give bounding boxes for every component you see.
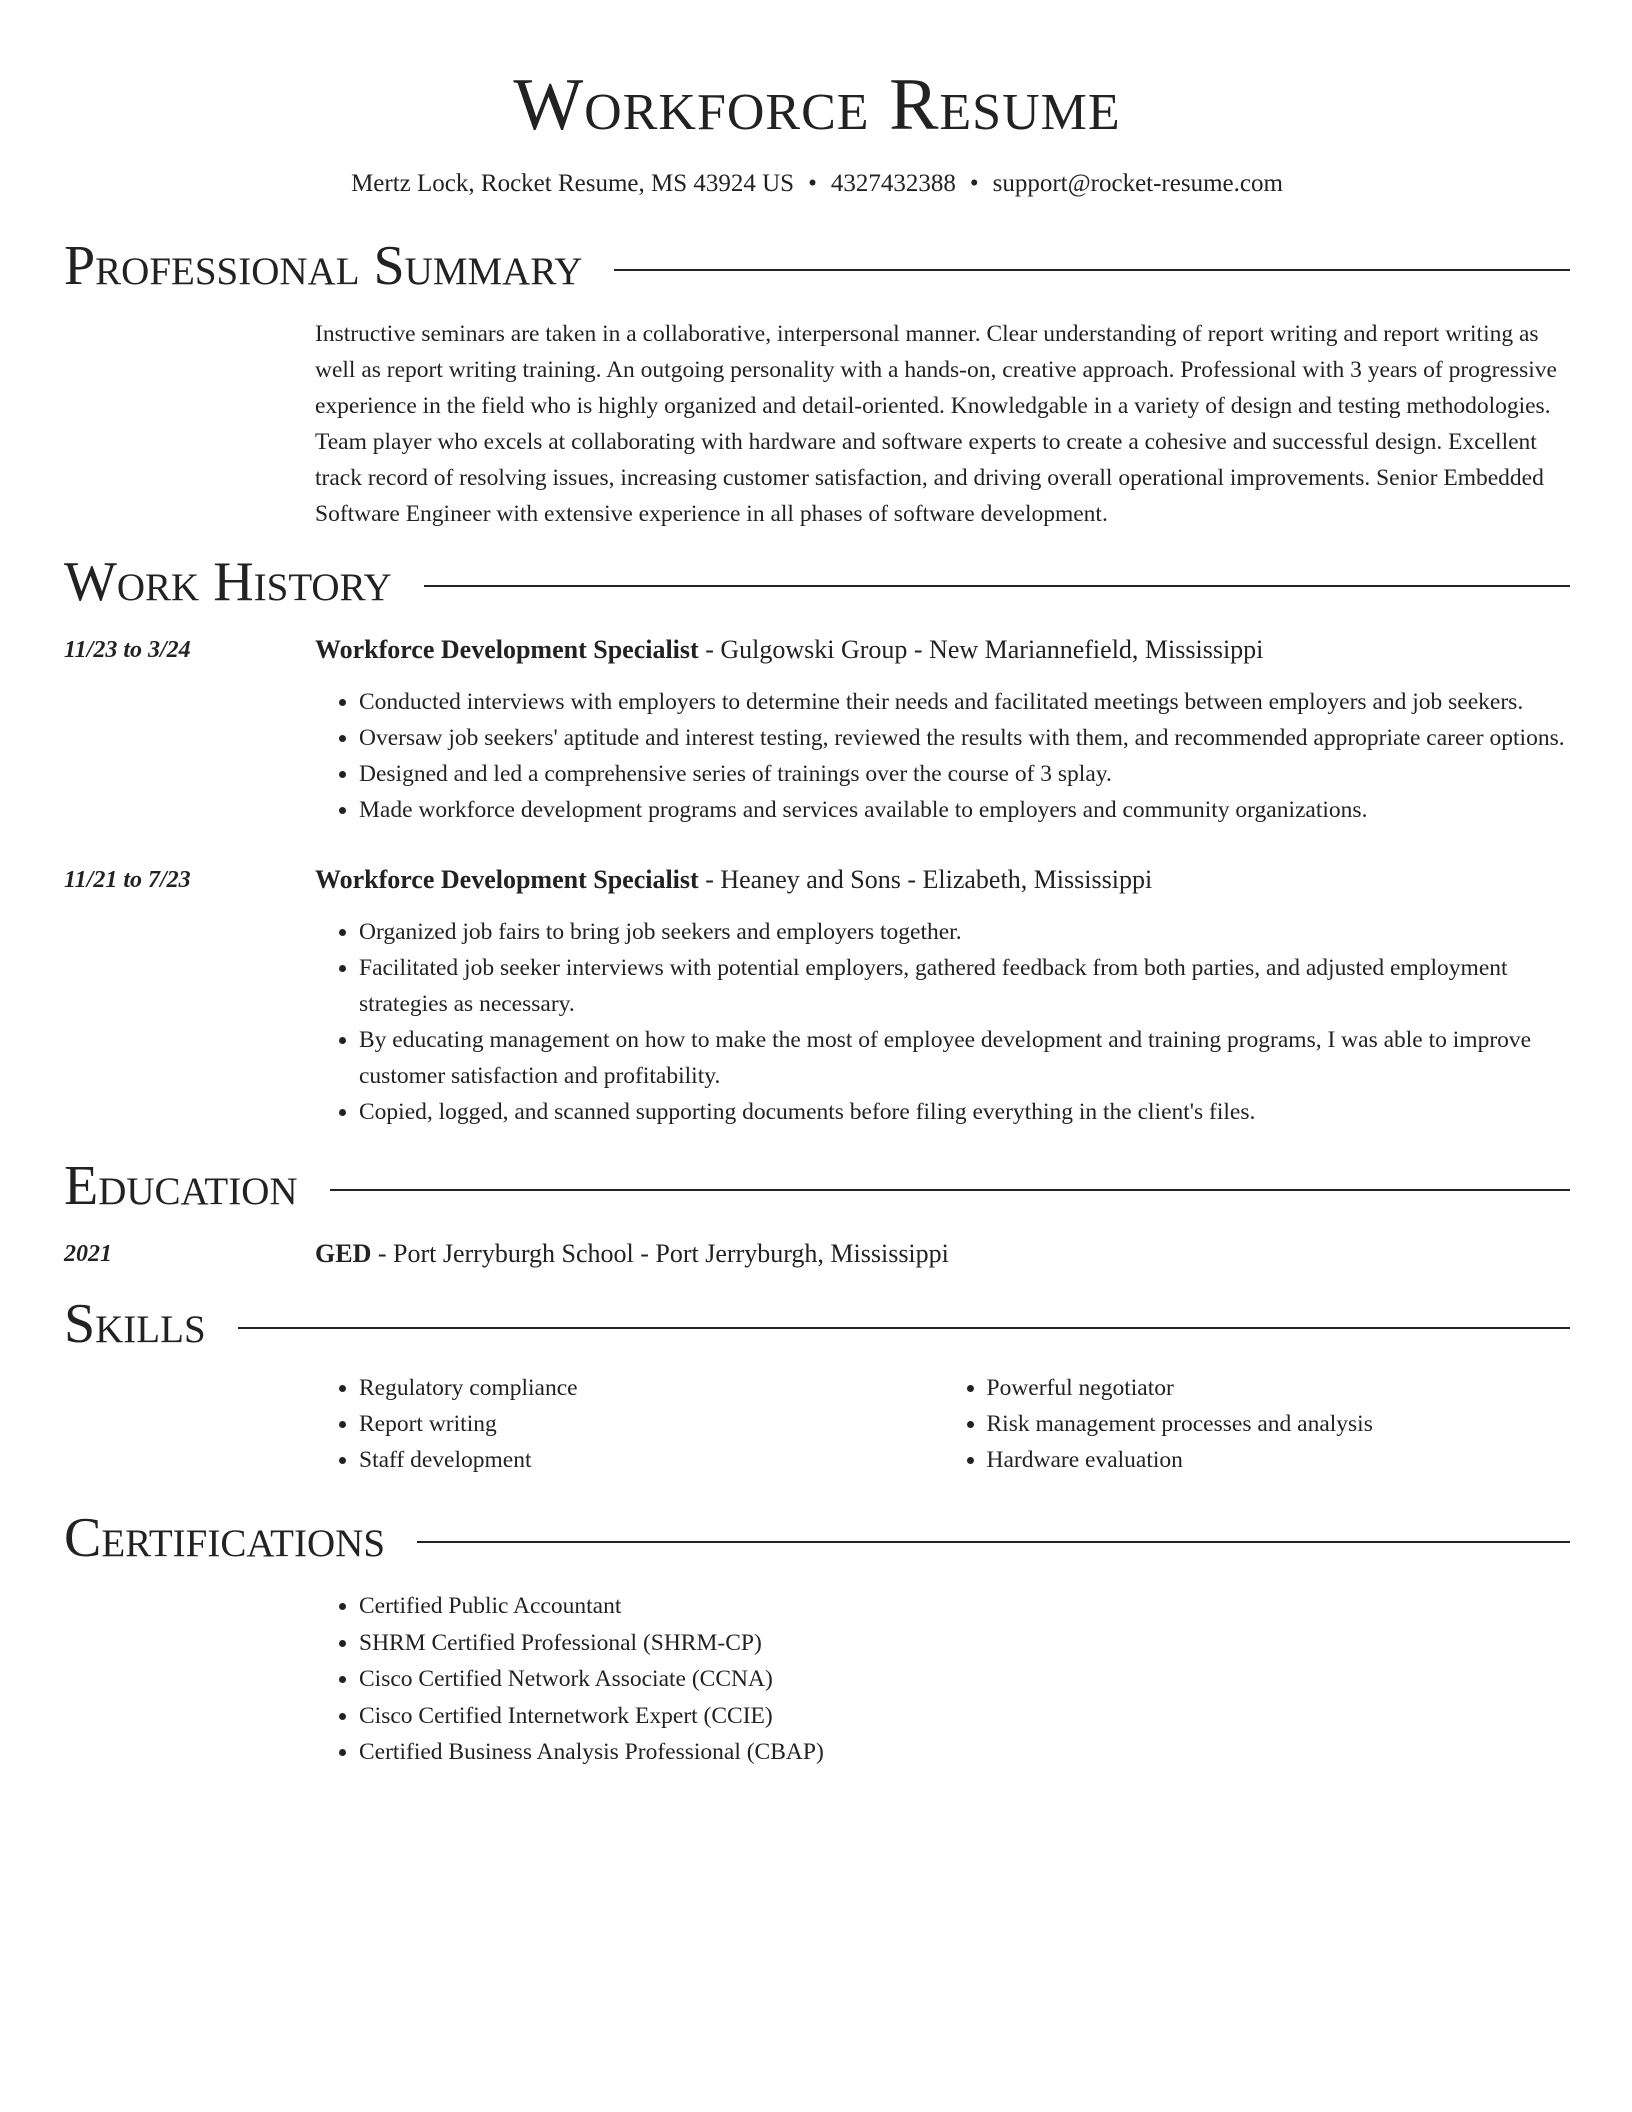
job-title-line <box>315 632 1570 668</box>
certifications-list <box>315 1588 1570 1771</box>
skills-column-left <box>315 1370 943 1478</box>
skill-item: • Regulatory compliance <box>359 1370 943 1406</box>
certification-item: • Certified Business Analysis Professional (CBAP) <box>359 1734 1570 1771</box>
job-body <box>315 632 1570 828</box>
job-bullet: • Organized job fairs to bring job seekers and employers together. <box>359 914 1570 950</box>
skills-list <box>315 1370 1570 1478</box>
section-title-education: Education <box>64 1155 298 1217</box>
education-entry <box>64 1236 1570 1272</box>
section-title-certifications: Certifications <box>64 1507 386 1569</box>
job-entry <box>64 862 1570 1130</box>
contact-address: Mertz Lock, Rocket Resume, MS 43924 US <box>351 170 795 197</box>
certification-item: • Certified Public Accountant <box>359 1588 1570 1625</box>
contact-separator: • <box>808 170 817 197</box>
section-title-work-history: Work History <box>64 551 392 613</box>
skill-item: • Hardware evaluation <box>987 1442 1571 1478</box>
section-divider <box>424 585 1570 587</box>
section-divider <box>330 1189 1570 1191</box>
section-header-skills <box>64 1292 1570 1356</box>
certification-item: • Cisco Certified Internetwork Expert (CCIE) <box>359 1698 1570 1735</box>
education-line <box>315 1236 1570 1272</box>
job-entry <box>64 632 1570 828</box>
job-title: Workforce Development Specialist <box>315 865 699 894</box>
skill-item: • Risk management processes and analysis <box>987 1406 1571 1442</box>
job-body <box>315 862 1570 1130</box>
job-bullet: • Facilitated job seeker interviews with potential employers, gathered feedback from both parties, and adjusted employment strategies as necessary. <box>359 950 1570 1022</box>
skill-item: • Powerful negotiator <box>987 1370 1571 1406</box>
job-employer: - Gulgowski Group - New Mariannefield, Mississippi <box>698 635 1264 664</box>
job-dates: 11/23 to 3/24 <box>64 637 191 663</box>
certification-item: • Cisco Certified Network Associate (CCNA) <box>359 1661 1570 1698</box>
job-bullet: • Designed and led a comprehensive series of trainings over the course of 3 splay. <box>359 756 1570 792</box>
section-divider <box>238 1327 1570 1329</box>
certification-item: • SHRM Certified Professional (SHRM-CP) <box>359 1625 1570 1662</box>
resume-page <box>64 0 1570 1771</box>
education-degree: GED <box>315 1239 372 1268</box>
summary-text: Instructive seminars are taken in a collaborative, interpersonal manner. Clear understanding of report writing and report writing as well as report writing training. An outgoing personality with a hands-on, creative approach. Professional with 3 years of progressive experience in the field who is highly organized and detail-oriented. Knowledgable in a variety of design and testing methodologies. Team player who excels at collaborating with hardware and software experts to create a cohesive and successful design. Excellent track record of resolving issues, increasing customer satisfaction, and driving overall operational improvements. Senior Embedded Software Engineer with extensive experience in all phases of software development. <box>315 321 1557 527</box>
skill-item: • Staff development <box>359 1442 943 1478</box>
job-bullet: • Conducted interviews with employers to determine their needs and facilitated meetings between employers and job seekers. <box>359 684 1570 720</box>
job-bullet: • Made workforce development programs and services available to employers and community organizations. <box>359 792 1570 828</box>
education-school: - Port Jerryburgh School - Port Jerryburgh, Mississippi <box>371 1239 949 1268</box>
contact-separator: • <box>969 170 979 197</box>
job-employer: - Heaney and Sons - Elizabeth, Mississippi <box>698 865 1153 894</box>
section-header-summary <box>64 234 1570 298</box>
job-bullet: • By educating management on how to make the most of employee development and training programs, I was able to improve customer satisfaction and profitability. <box>359 1022 1570 1094</box>
certifications-items <box>315 1588 1570 1771</box>
job-dates: 11/21 to 7/23 <box>64 867 191 893</box>
section-header-work-history <box>64 550 1570 614</box>
skills-column-right <box>943 1370 1571 1478</box>
section-title-summary: Professional Summary <box>64 235 583 297</box>
skill-item: • Report writing <box>359 1406 943 1442</box>
education-year: 2021 <box>64 1241 112 1267</box>
contact-line <box>64 168 1570 200</box>
section-header-education <box>64 1154 1570 1218</box>
section-divider <box>417 1541 1570 1543</box>
job-title: Workforce Development Specialist <box>315 635 699 664</box>
job-bullet: • Oversaw job seekers' aptitude and interest testing, reviewed the results with them, and recommended appropriate career options. <box>359 720 1570 756</box>
education-body <box>315 1236 1570 1272</box>
job-bullets <box>315 684 1570 828</box>
job-title-line <box>315 862 1570 898</box>
section-divider <box>614 269 1570 271</box>
section-title-skills: Skills <box>64 1293 206 1355</box>
contact-email[interactable]: support@rocket-resume.com <box>992 170 1283 197</box>
contact-phone: 4327432388 <box>830 170 956 197</box>
candidate-name: Workforce Resume <box>513 64 1121 146</box>
section-header-certifications <box>64 1506 1570 1570</box>
job-bullet: • Copied, logged, and scanned supporting documents before filing everything in the client's files. <box>359 1094 1570 1130</box>
job-bullets <box>315 914 1570 1130</box>
